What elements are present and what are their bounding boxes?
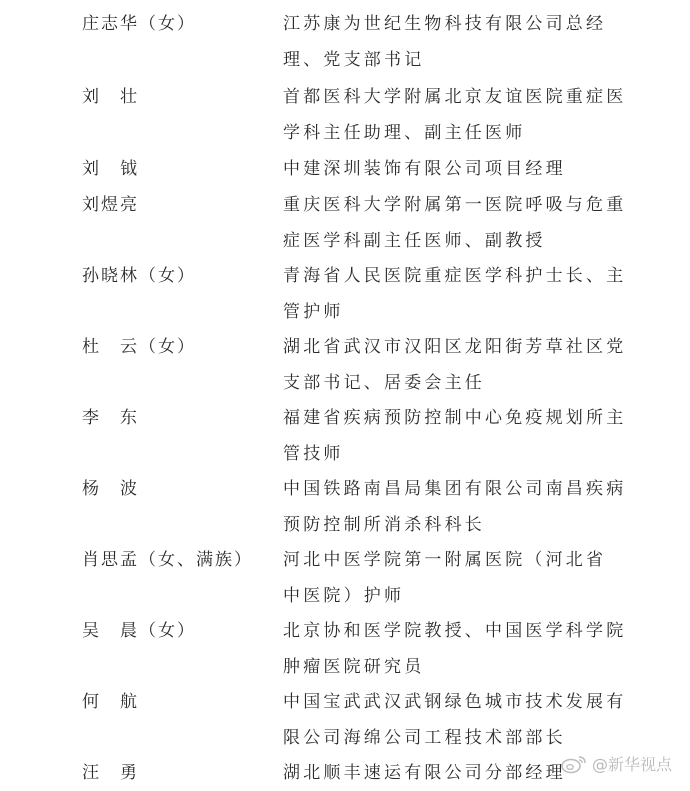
person-description <box>283 187 627 259</box>
watermark <box>560 752 672 775</box>
description-line: 中国铁路南昌局集团有限公司南昌疾病 <box>283 479 627 499</box>
description-line: 首都医科大学附属北京友谊医院重症医 <box>283 87 627 107</box>
description-line: 管护师 <box>283 302 344 322</box>
description-line: 福建省疾病预防控制中心免疫规划所主 <box>283 408 627 428</box>
person-description <box>283 6 613 78</box>
person-description <box>283 329 627 401</box>
person-description <box>283 542 613 614</box>
description-line: 青海省人民医院重症医学科护士长、主 <box>283 266 627 286</box>
description-line: 限公司海绵公司工程技术部部长 <box>283 728 566 748</box>
description-line: 预防控制所消杀科科长 <box>283 515 485 535</box>
description-line: 重庆医科大学附属第一医院呼吸与危重 <box>283 195 627 215</box>
person-description <box>283 151 613 187</box>
person-name: 刘 壮 <box>82 87 139 107</box>
description-line: 支部书记、居委会主任 <box>283 373 485 393</box>
person-name: 汪 勇 <box>82 763 139 783</box>
description-line: 管技师 <box>283 444 344 464</box>
person-description <box>283 400 627 472</box>
description-line: 学科主任助理、副主任医师 <box>283 123 526 143</box>
person-description <box>283 258 627 330</box>
person-description <box>283 684 627 756</box>
person-description <box>283 613 627 685</box>
person-name: 何 航 <box>82 692 139 712</box>
description-line: 肿瘤医院研究员 <box>283 657 425 677</box>
description-line: 湖北省武汉市汉阳区龙阳街芳草社区党 <box>283 337 627 357</box>
description-line: 河北中医学院第一附属医院（河北省 <box>283 550 607 570</box>
person-name: 肖思孟（女、满族） <box>82 550 253 570</box>
description-line: 中建深圳装饰有限公司项目经理 <box>283 159 566 179</box>
person-name: 吴 晨（女） <box>82 621 196 641</box>
person-name: 杜 云（女） <box>82 337 196 357</box>
description-line: 中国宝武武汉武钢绿色城市技术发展有 <box>283 692 627 712</box>
weibo-logo-icon <box>560 754 588 774</box>
description-line: 症医学科副主任医师、副教授 <box>283 231 546 251</box>
person-name: 刘煜亮 <box>82 195 139 215</box>
description-line: 江苏康为世纪生物科技有限公司总经 <box>283 14 607 34</box>
description-line: 湖北顺丰速运有限公司分部经理 <box>283 763 566 783</box>
person-description <box>283 79 627 151</box>
description-line: 中医院）护师 <box>283 586 405 606</box>
person-name: 庄志华（女） <box>82 14 196 34</box>
person-name: 孙晓林（女） <box>82 266 196 286</box>
person-name: 杨 波 <box>82 479 139 499</box>
watermark-text: @新华视点 <box>591 755 672 774</box>
person-name: 李 东 <box>82 408 139 428</box>
description-line: 理、党支部书记 <box>283 50 425 70</box>
person-name: 刘 钺 <box>82 159 139 179</box>
description-line: 北京协和医学院教授、中国医学科学院 <box>283 621 627 641</box>
person-description <box>283 471 627 543</box>
